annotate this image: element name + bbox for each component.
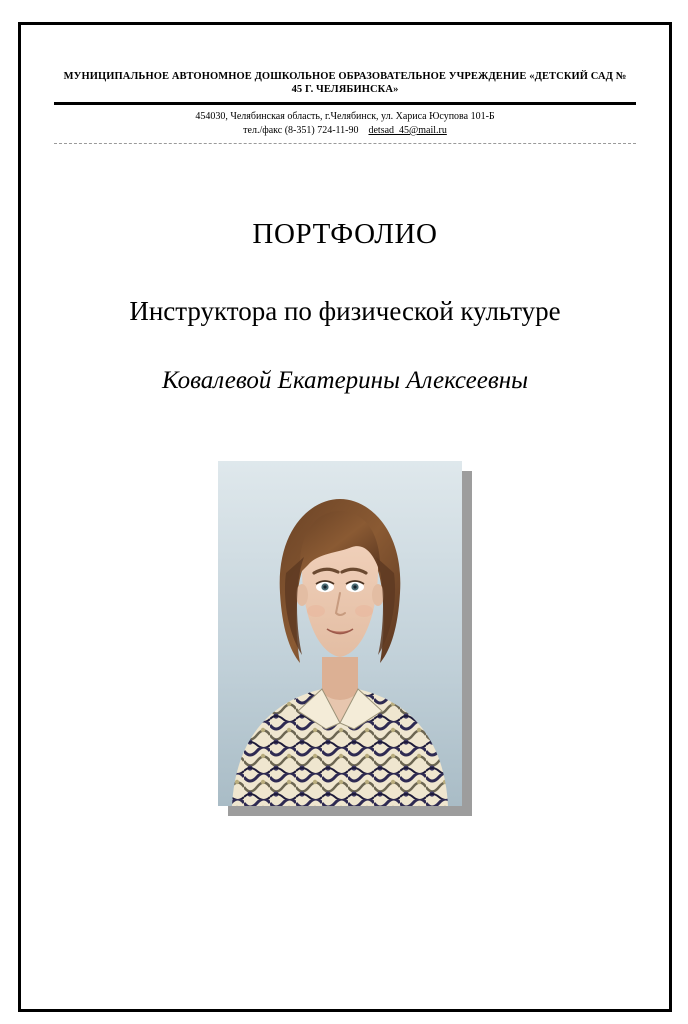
- address-block: [52, 110, 638, 137]
- portrait-photo: [218, 461, 462, 806]
- address-line: 454030, Челябинская область, г.Челябинск, ул. Хариса Юсупова 101-Б: [195, 111, 495, 123]
- portrait-photo-wrapper: [218, 461, 472, 816]
- title-block: [52, 218, 638, 395]
- page-subtitle: Инструктора по физической культуре: [129, 296, 561, 327]
- organization-name: МУНИЦИПАЛЬНОЕ АВТОНОМНОЕ ДОШКОЛЬНОЕ ОБРАЗОВАТЕЛЬНОЕ УЧРЕЖДЕНИЕ «ДЕТСКИЙ САД № 45 Г. ЧЕЛЯБИНСКА»: [63, 71, 627, 96]
- page-content: [30, 34, 660, 1000]
- phone-fax-text: тел./факс (8-351) 724-11-90: [243, 124, 359, 136]
- email-text[interactable]: detsad_45@mail.ru: [368, 124, 447, 136]
- contacts-line: [52, 124, 638, 138]
- page-title: ПОРТФОЛИО: [252, 218, 438, 251]
- letterhead-dashed-rule: [54, 143, 636, 144]
- person-name: Ковалевой Екатерины Алексеевны: [161, 367, 529, 395]
- letterhead: [52, 70, 638, 144]
- letterhead-thick-rule: [54, 102, 636, 105]
